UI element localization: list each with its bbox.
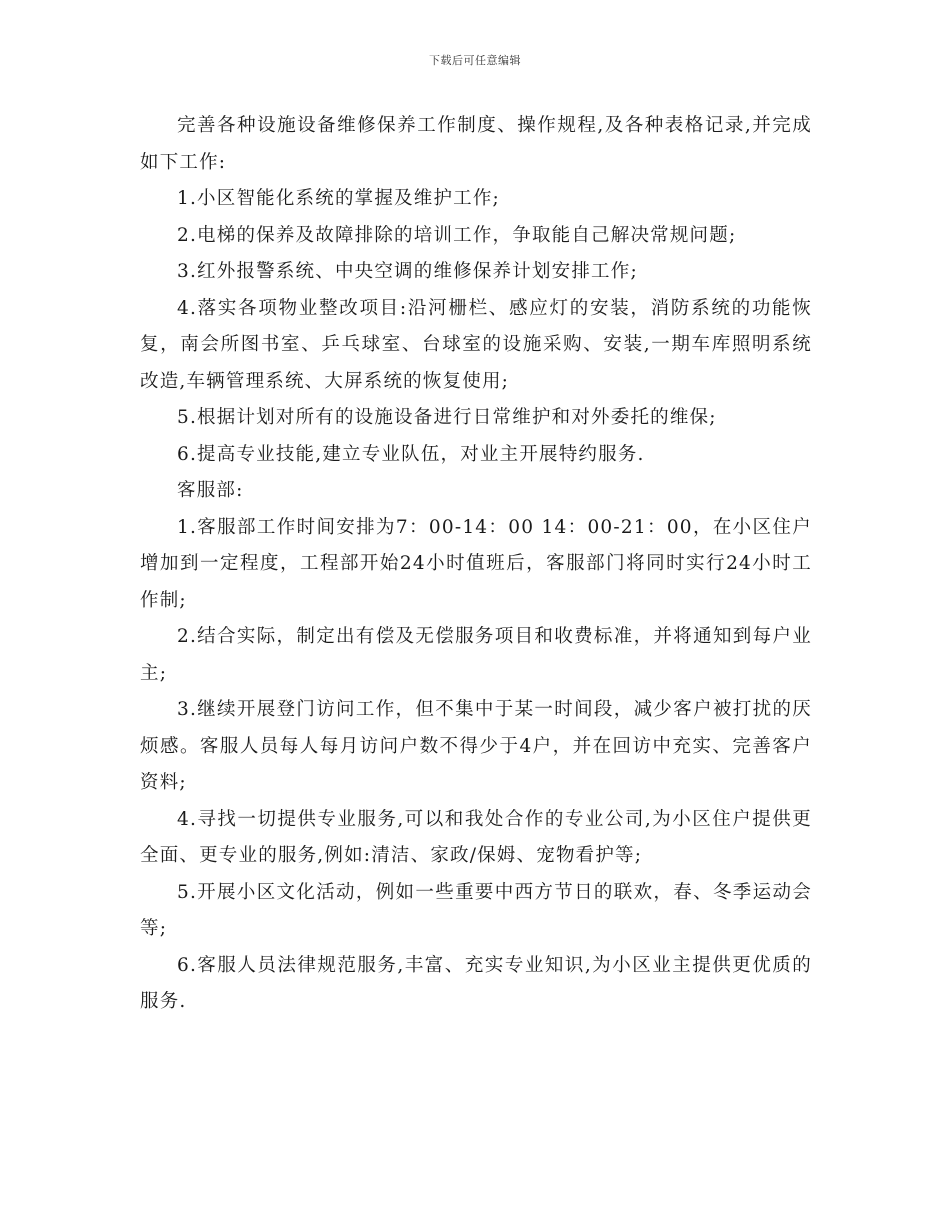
intro-paragraph xyxy=(140,108,812,181)
customer-service-item-3 xyxy=(140,692,812,802)
paragraph-text: 1.客服部工作时间安排为7：00-14：00 14：00-21：00，在小区住户增加到一定程度，工程部开始24小时值班后，客服部门将同时实行24小时工作制; xyxy=(140,516,812,611)
paragraph-text: 5.根据计划对所有的设施设备进行日常维护和对外委托的维保; xyxy=(177,407,717,428)
customer-service-item-2 xyxy=(140,619,812,692)
paragraph-text: 4.落实各项物业整改项目:沿河栅栏、感应灯的安装，消防系统的功能恢复，南会所图书室、乒乓球室、台球室的设施采购、安装,一期车库照明系统改造,车辆管理系统、大屏系统的恢复使用; xyxy=(140,297,812,392)
engineering-item-6 xyxy=(140,437,812,474)
engineering-item-2 xyxy=(140,218,812,255)
page-header: 下载后可任意编辑 xyxy=(429,54,521,67)
paragraph-text: 4.寻找一切提供专业服务,可以和我处合作的专业公司,为小区住户提供更全面、更专业的服务,例如:清洁、家政/保姆、宠物看护等; xyxy=(140,808,812,866)
paragraph-text: 1.小区智能化系统的掌握及维护工作; xyxy=(177,188,500,209)
paragraph-text: 2.电梯的保养及故障排除的培训工作，争取能自己解决常规问题; xyxy=(177,224,737,246)
customer-service-item-1 xyxy=(140,510,812,620)
paragraph-text: 6.客服人员法律规范服务,丰富、充实专业知识,为小区业主提供更优质的服务. xyxy=(140,954,812,1012)
paragraph-text: 5.开展小区文化活动，例如一些重要中西方节日的联欢，春、冬季运动会等; xyxy=(140,881,812,939)
section-heading-text: 客服部: xyxy=(177,480,244,501)
engineering-item-4 xyxy=(140,291,812,401)
customer-service-item-6 xyxy=(140,948,812,1021)
paragraph-text: 3.红外报警系统、中央空调的维修保养计划安排工作; xyxy=(177,261,638,282)
document-body xyxy=(140,108,812,1021)
engineering-item-3 xyxy=(140,254,812,291)
paragraph-text: 2.结合实际，制定出有偿及无偿服务项目和收费标准，并将通知到每户业主; xyxy=(140,626,812,684)
customer-service-item-5 xyxy=(140,875,812,948)
engineering-item-1 xyxy=(140,181,812,218)
engineering-item-5 xyxy=(140,400,812,437)
section-heading-customer-service xyxy=(140,473,812,510)
paragraph-text: 6.提高专业技能,建立专业队伍，对业主开展特约服务. xyxy=(177,443,645,465)
paragraph-text: 完善各种设施设备维修保养工作制度、操作规程,及各种表格记录,并完成如下工作: xyxy=(140,115,812,173)
customer-service-item-4 xyxy=(140,802,812,875)
paragraph-text: 3.继续开展登门访问工作，但不集中于某一时间段，减少客户被打扰的厌烦感。客服人员每人每月访问户数不得少于4户，并在回访中充实、完善客户资料; xyxy=(140,699,812,793)
